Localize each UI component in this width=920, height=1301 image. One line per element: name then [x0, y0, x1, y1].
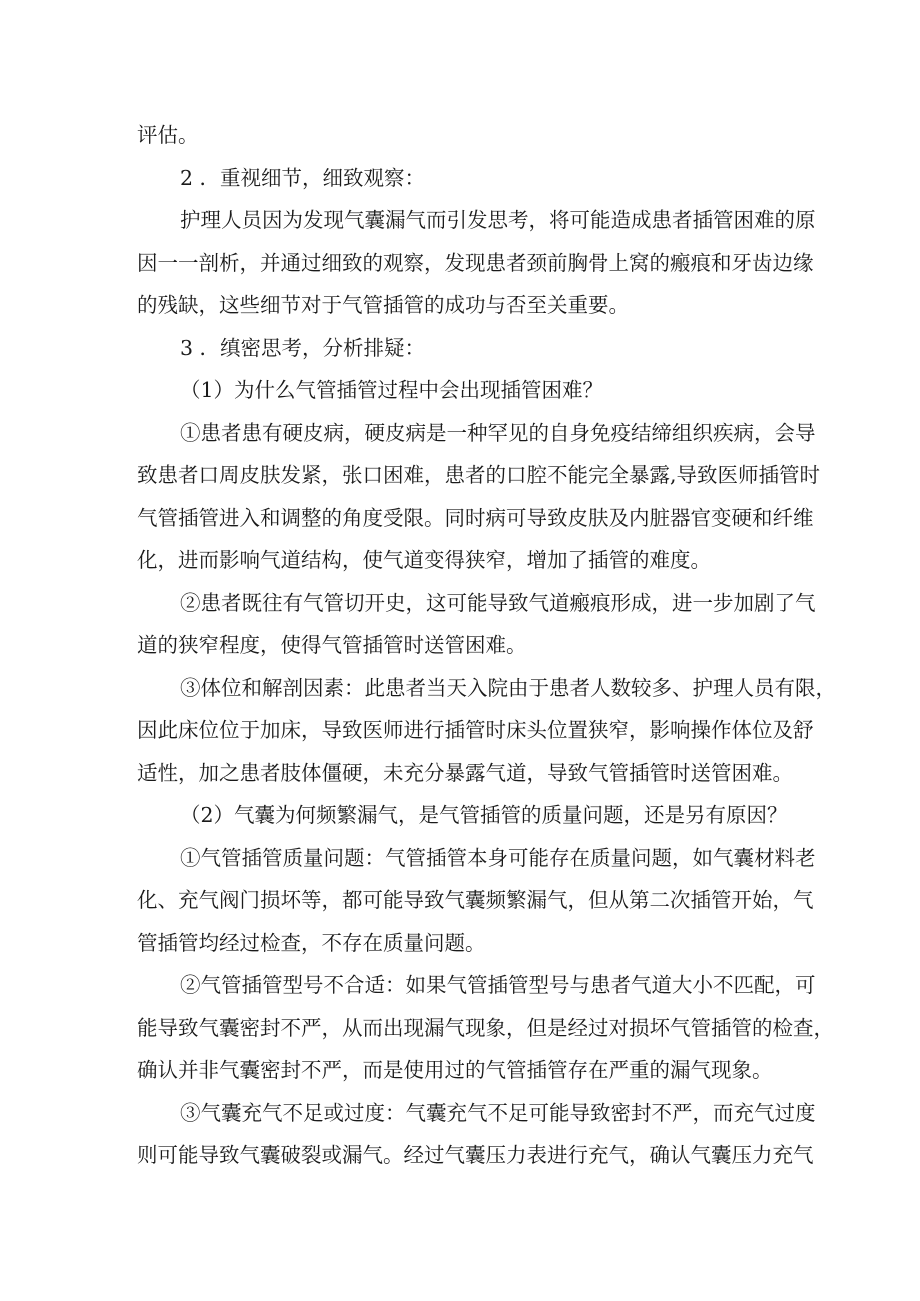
- text-line: 护理人员因为发现气囊漏气而引发思考，将可能造成患者插管困难的原: [180, 208, 816, 232]
- paragraph: [137, 964, 834, 1092]
- text-line: （2）气囊为何频繁漏气，是气管插管的质量问题，还是另有原因？: [180, 803, 788, 827]
- paragraph: [137, 327, 809, 370]
- paragraph: [137, 582, 816, 667]
- text-line: ③气囊充气不足或过度：气囊充气不足可能导致密封不严，而充气过度: [180, 1100, 816, 1125]
- text-line: ②患者既往有气管切开史，这可能导致气道瘢痕形成，进一步加剧了气: [180, 590, 816, 615]
- paragraph: [137, 412, 821, 582]
- text-line: （1）为什么气管插管过程中会出现插管困难？: [180, 378, 604, 402]
- paragraph: [137, 114, 809, 157]
- text-line: ③体位和解剖因素：此患者当天入院由于患者人数较多、护理人员有限，: [180, 675, 836, 700]
- text-line: 化，进而影响气道结构，使气道变得狭窄，增加了插管的难度。: [137, 548, 711, 572]
- text-line: 致患者口周皮肤发紧，张口困难，患者的口腔不能完全暴露,导致医师插管时: [137, 463, 821, 487]
- text-line: ②气管插管型号不合适：如果气管插管型号与患者气道大小不匹配，可: [180, 973, 816, 997]
- text-line: 道的狭窄程度，使得气管插管时送管困难。: [137, 633, 527, 657]
- text-line: 的残缺，这些细节对于气管插管的成功与否至关重要。: [137, 293, 629, 317]
- paragraph: [137, 794, 809, 837]
- text-line: 化、充气阀门损坏等，都可能导致气囊频繁漏气，但从第二次插管开始，气: [137, 888, 814, 912]
- text-line: 2 ．重视细节，细致观察：: [180, 165, 426, 190]
- text-line: ①患者患有硬皮病，硬皮病是一种罕见的自身免疫结缔组织疾病，会导: [180, 420, 816, 445]
- text-line: 则可能导致气囊破裂或漏气。经过气囊压力表进行充气，确认气囊压力充气: [137, 1143, 814, 1167]
- text-line: 适性，加之患者肢体僵硬，未充分暴露气道，导致气管插管时送管困难。: [137, 760, 793, 785]
- text-line: 管插管均经过检查，不存在质量问题。: [137, 930, 486, 955]
- document-body: [137, 114, 836, 1177]
- paragraph: [137, 199, 816, 327]
- paragraph: [137, 1092, 816, 1177]
- text-line: 3 ．缜密思考，分析排疑：: [180, 335, 426, 360]
- paragraph: [137, 837, 816, 965]
- text-line: 评估。: [137, 123, 199, 147]
- text-line: 能导致气囊密封不严，从而出现漏气现象，但是经过对损坏气管插管的检查，: [137, 1015, 834, 1040]
- text-line: ①气管插管质量问题：气管插管本身可能存在质量问题，如气囊材料老: [180, 845, 816, 870]
- text-line: 确认并非气囊密封不严，而是使用过的气管插管存在严重的漏气现象。: [137, 1058, 773, 1082]
- paragraph: [137, 369, 809, 412]
- text-line: 因一一剖析，并通过细致的观察，发现患者颈前胸骨上窝的瘢痕和牙齿边缘: [137, 250, 814, 275]
- text-line: 因此床位位于加床，导致医师进行插管时床头位置狭窄，影响操作体位及舒: [137, 718, 814, 742]
- paragraph: [137, 667, 836, 795]
- text-line: 气管插管进入和调整的角度受限。同时病可导致皮肤及内脏器官变硬和纤维: [137, 505, 814, 530]
- paragraph: [137, 157, 809, 200]
